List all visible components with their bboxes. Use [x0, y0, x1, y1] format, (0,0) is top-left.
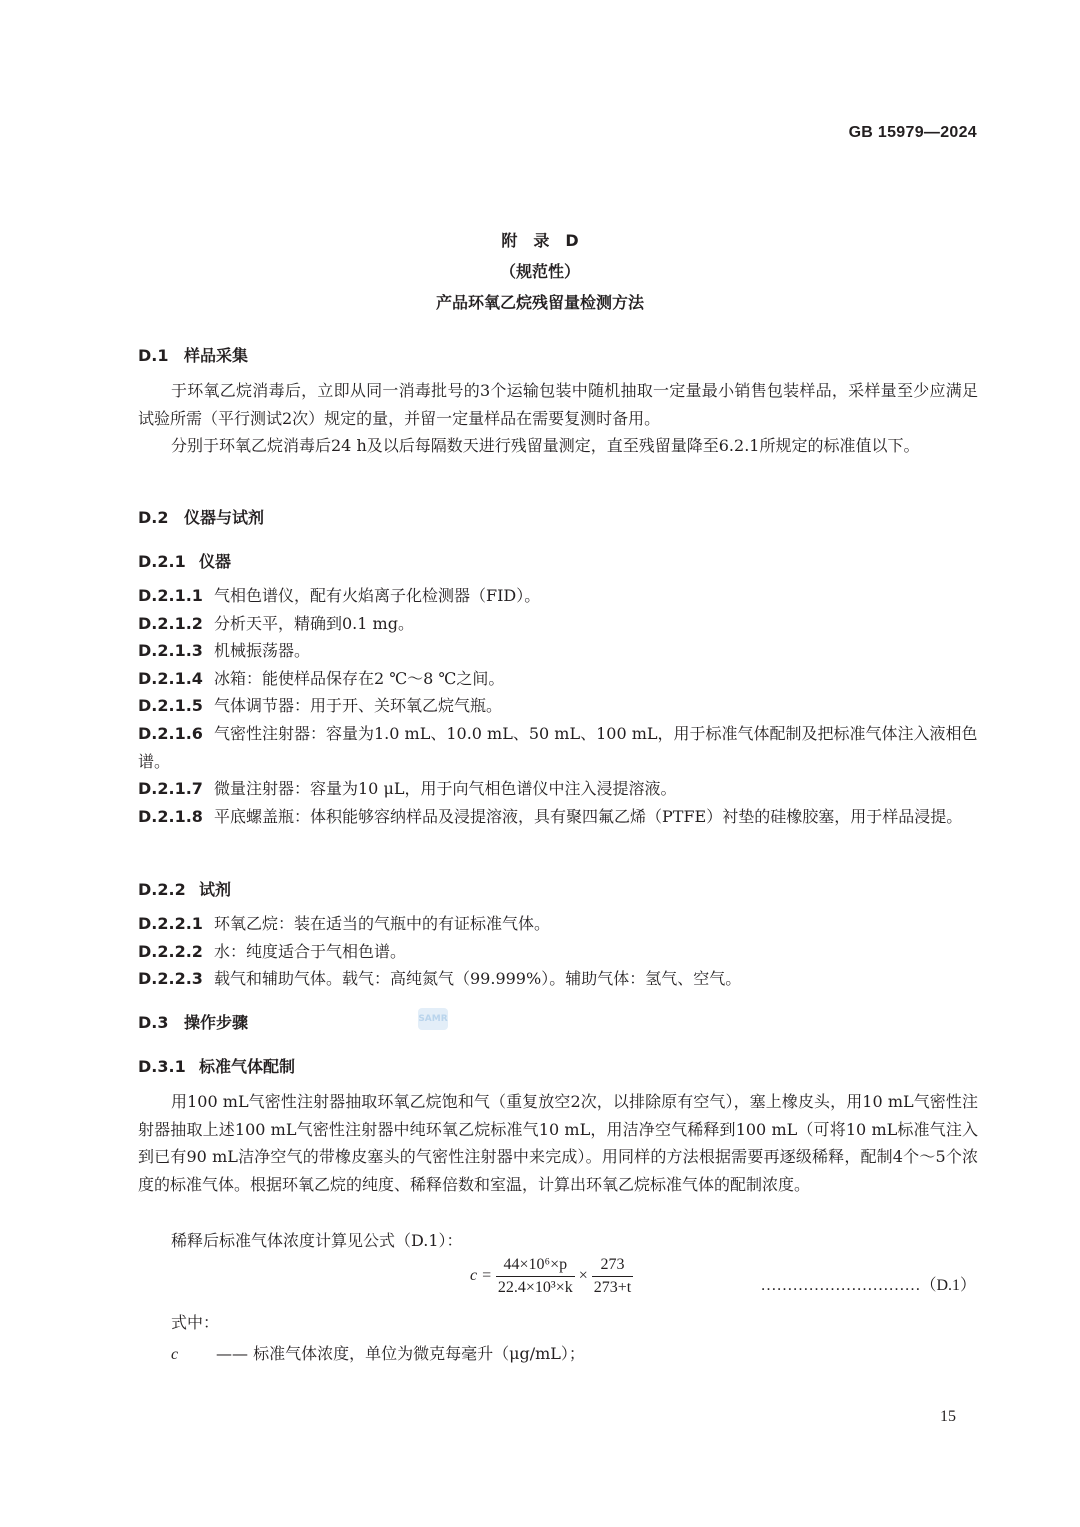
list-item: D.2.2.3 载气和辅助气体。载气：高纯氮气（99.999%）。辅助气体：氢气、空气。 — [138, 969, 742, 988]
section-number: D.2.1 — [138, 552, 186, 571]
section-title: 标准气体配制 — [199, 1057, 296, 1076]
d1-paragraph-2: 分别于环氧乙烷消毒后24 h及以后每隔数天进行残留量测定，直至残留量降至6.2.1所规定的标准值以下。 — [171, 436, 920, 455]
list-item: D.2.1.5 气体调节器：用于开、关环氧乙烷气瓶。 — [138, 696, 503, 715]
list-item: D.2.1.8 平底螺盖瓶：体积能够容纳样品及浸提溶液，具有聚四氟乙烯（PTFE）衬垫的硅橡胶塞，用于样品浸提。 — [138, 807, 963, 826]
section-d1-heading — [138, 343, 248, 366]
equation-label: …………………………（D.1） — [760, 1277, 976, 1294]
watermark-logo: SAMR — [418, 1008, 448, 1030]
appendix-nature: （规范性） — [499, 262, 580, 281]
formula-fraction-1: $\frac{\text{44×10⁶×p}}{\text{22.4×10³×k}}$ — [497, 1256, 573, 1296]
section-number: D.3.1 — [138, 1057, 186, 1076]
section-d21-heading — [138, 549, 231, 572]
section-title: 仪器与试剂 — [184, 508, 265, 527]
list-item: D.2.2.2 水：纯度适合于气相色谱。 — [138, 942, 407, 961]
section-number: D.2 — [138, 508, 169, 527]
section-d3-heading — [138, 1010, 248, 1033]
section-title: 试剂 — [199, 880, 232, 899]
page-number: 15 — [940, 1408, 956, 1425]
section-title: 仪器 — [199, 552, 232, 571]
formula-intro: 稀释后标准气体浓度计算见公式（D.1）： — [171, 1231, 463, 1250]
d31-paragraph: 用100 mL气密性注射器抽取环氧乙烷饱和气（重复放空2次，以排除原有空气），塞上橡皮头，用10 mL气密性注射器抽取上述100 mL气密性注射器中纯环氧乙烷标准气10 mL，用洁净空气稀释到100 mL（可将10 mL标准气注入到已有90 mL洁净空气的带橡皮塞头的气密性注射器中来完成）。用同样的方法根据需要再逐级稀释，配制4个～5个浓度的标准气体。根据环氧乙烷的纯度、稀释倍数和室温，计算出环氧乙烷标准气体的配制浓度。 — [138, 1092, 978, 1194]
section-number: D.1 — [138, 346, 169, 365]
formula-times: × — [578, 1267, 588, 1285]
formula-lhs: c = — [470, 1267, 492, 1285]
formula-fraction-2: $\frac{273}{273+t}$ — [593, 1256, 632, 1296]
where-intro: 式中： — [171, 1313, 220, 1332]
d1-paragraph-1: 于环氧乙烷消毒后，立即从同一消毒批号的3个运输包装中随机抽取一定量最小销售包装样品，采样量至少应满足试验所需（平行测试2次）规定的量，并留一定量样品在需要复测时备用。 — [138, 381, 978, 428]
appendix-title: 附 录 D — [501, 231, 579, 250]
section-number: D.2.2 — [138, 880, 186, 899]
section-d2-heading — [138, 505, 264, 528]
list-item: D.2.1.7 微量注射器：容量为10 μL，用于向气相色谱仪中注入浸提溶液。 — [138, 779, 677, 798]
formula-d1 — [470, 1256, 633, 1297]
list-item: D.2.1.6 气密性注射器：容量为1.0 mL、10.0 mL、50 mL、100 mL，用于标准气体配制及把标准气体注入液相色谱。 — [138, 724, 978, 771]
section-d22-heading — [138, 877, 231, 900]
list-item: D.2.1.3 机械振荡器。 — [138, 641, 311, 660]
section-title: 样品采集 — [184, 346, 249, 365]
list-item: D.2.1.4 冰箱：能使样品保存在2 ℃～8 ℃之间。 — [138, 669, 505, 688]
list-item: D.2.1.2 分析天平，精确到0.1 mg。 — [138, 614, 414, 633]
section-d31-heading — [138, 1054, 295, 1077]
section-title: 操作步骤 — [184, 1013, 249, 1032]
document-id: GB 15979—2024 — [848, 124, 977, 141]
appendix-subject: 产品环氧乙烷残留量检测方法 — [435, 293, 644, 312]
list-item: D.2.1.1 气相色谱仪，配有火焰离子化检测器（FID）。 — [138, 586, 541, 605]
list-item: D.2.2.1 环氧乙烷：装在适当的气瓶中的有证标准气体。 — [138, 914, 551, 933]
section-number: D.3 — [138, 1013, 169, 1032]
where-definition: c —— 标准气体浓度，单位为微克每毫升（μg/mL）； — [171, 1344, 585, 1363]
